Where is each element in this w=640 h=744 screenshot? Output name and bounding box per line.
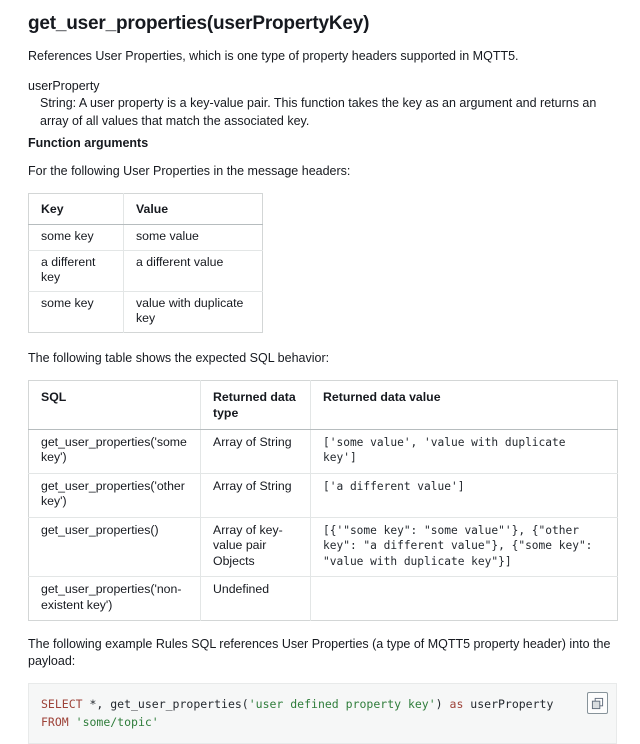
cell-returned-type: Undefined xyxy=(201,577,311,621)
sql-keyword: as xyxy=(449,697,464,711)
sql-text: *, get_user_properties( xyxy=(82,697,249,711)
sql-text xyxy=(69,715,76,729)
cell-returned-value: [{'"some key": "some value"'}, {"other key": "a different value"}, {"some key": "value with duplicate key"}] xyxy=(311,517,618,577)
cell-returned-type: Array of key-value pair Objects xyxy=(201,517,311,577)
sql-behavior-intro: The following table shows the expected SQL behavior: xyxy=(28,350,330,365)
table-row xyxy=(29,429,618,473)
cell-returned-type: Array of String xyxy=(201,473,311,517)
cell-value: value with duplicate key xyxy=(124,291,263,332)
table-row xyxy=(29,577,618,621)
copy-icon xyxy=(591,697,604,710)
user-properties-table xyxy=(28,193,263,333)
example-intro: The following example Rules SQL references User Properties (a type of MQTT5 property header) into the payload: xyxy=(28,637,611,668)
cell-sql: get_user_properties('other key') xyxy=(29,473,201,517)
sql-keyword: FROM xyxy=(41,715,69,729)
argument-definition xyxy=(28,78,617,130)
copy-button[interactable] xyxy=(587,692,608,714)
cell-sql: get_user_properties('some key') xyxy=(29,429,201,473)
cell-returned-value xyxy=(311,577,618,621)
cell-returned-type: Array of String xyxy=(201,429,311,473)
cell-key: a different key xyxy=(29,250,124,291)
column-header-value: Value xyxy=(124,194,263,225)
column-header-key: Key xyxy=(29,194,124,225)
cell-key: some key xyxy=(29,225,124,251)
table-row xyxy=(29,473,618,517)
sql-behavior-table xyxy=(28,380,618,622)
sql-keyword: SELECT xyxy=(41,697,83,711)
sql-text: userProperty xyxy=(463,697,554,711)
argument-term: userProperty xyxy=(28,79,100,93)
sql-string: 'some/topic' xyxy=(75,715,159,729)
table-row xyxy=(29,250,263,291)
properties-table-intro: For the following User Properties in the message headers: xyxy=(28,164,351,178)
page-title: get_user_properties(userPropertyKey) xyxy=(28,13,370,34)
code-content xyxy=(41,695,572,731)
cell-value: a different value xyxy=(124,250,263,291)
cell-returned-value: ['a different value'] xyxy=(311,473,618,517)
cell-value: some value xyxy=(136,229,199,243)
cell-key: some key xyxy=(29,291,124,332)
intro-paragraph: References User Properties, which is one type of property headers supported in MQTT5. xyxy=(28,49,519,63)
sql-text: ) xyxy=(435,697,450,711)
table-row xyxy=(29,291,263,332)
column-header-returned-value: Returned data value xyxy=(311,380,618,429)
table-row xyxy=(29,225,263,251)
argument-description: String: A user property is a key-value pair. This function takes the key as an argument and returns an array of all values that match the associated key. xyxy=(40,96,597,128)
table-header-row xyxy=(29,194,263,225)
column-header-sql: SQL xyxy=(29,380,201,429)
table-row xyxy=(29,517,618,577)
table-header-row xyxy=(29,380,618,429)
column-header-returned-type: Returned data type xyxy=(201,380,311,429)
cell-sql: get_user_properties() xyxy=(29,517,201,577)
cell-sql: get_user_properties('non-existent key') xyxy=(29,577,201,621)
cell-returned-value: ['some value', 'value with duplicate key'] xyxy=(323,435,566,464)
section-heading-function-arguments: Function arguments xyxy=(28,136,149,150)
code-block xyxy=(28,683,617,744)
sql-string: 'user defined property key' xyxy=(248,697,436,711)
